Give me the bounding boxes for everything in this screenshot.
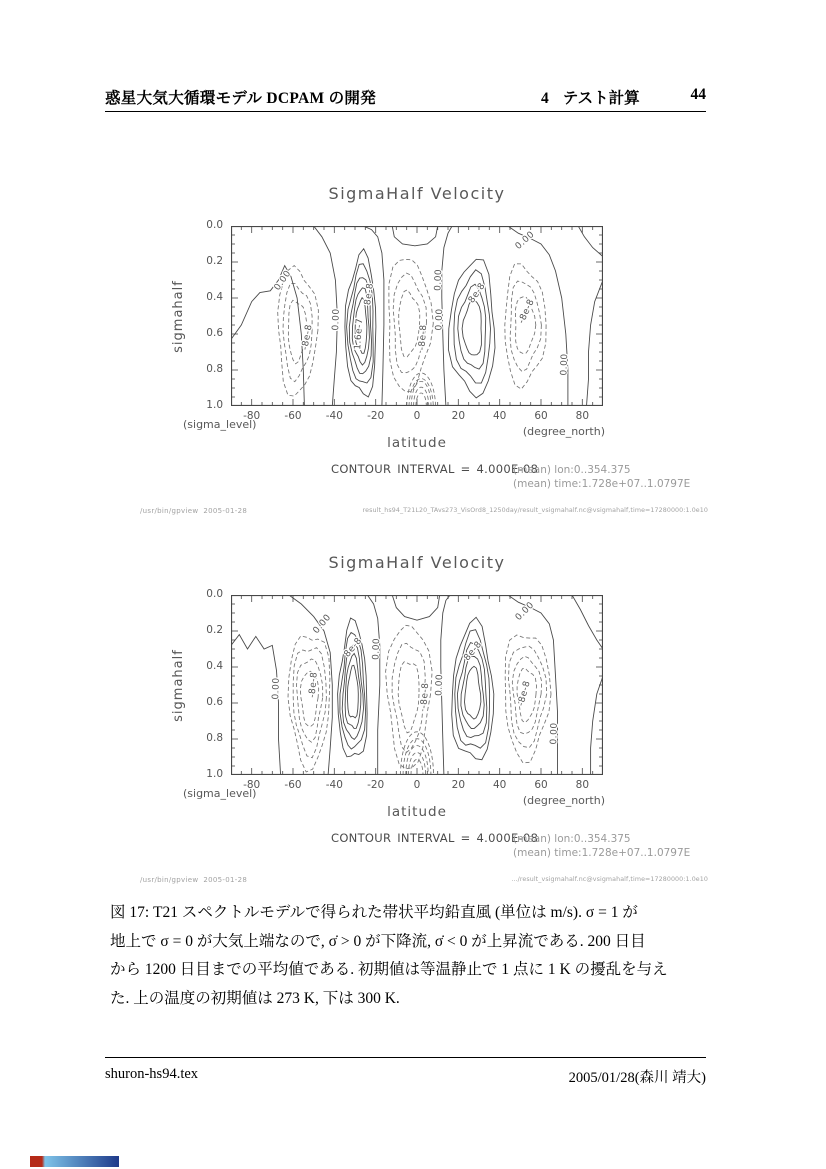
caption-line: た. 上の温度の初期値は 273 K, 下は 300 K. xyxy=(110,989,400,1007)
y-tick-label: 0.0 xyxy=(206,219,223,231)
footer-filename: shuron-hs94.tex xyxy=(105,1066,199,1082)
x-axis-ticks xyxy=(231,410,603,423)
svg-text:8e-8: 8e-8 xyxy=(466,281,488,306)
mean-annotations xyxy=(513,464,826,491)
header-rule xyxy=(105,111,706,112)
svg-text:0.00: 0.00 xyxy=(371,637,383,661)
svg-text:-8e-8: -8e-8 xyxy=(307,671,320,699)
svg-text:0.00: 0.00 xyxy=(434,673,446,697)
data-file-path: result_hs94_T21L20_TAvs273_VisOrd8_1250day/result_vsigmahalf.nc@vsigmahalf,time=17280000:1.0e10 xyxy=(362,507,708,514)
svg-text:1.6e-7: 1.6e-7 xyxy=(353,317,366,351)
svg-text:8e-8: 8e-8 xyxy=(462,639,485,664)
footer-date-author: 2005/01/28(森川 靖大) xyxy=(568,1070,706,1086)
svg-text:0.00: 0.00 xyxy=(272,268,294,293)
plot-command-line xyxy=(140,876,708,884)
header-section-number: 4 xyxy=(541,90,549,107)
x-tick-label: 0 xyxy=(413,779,421,791)
gpview-command: /usr/bin/gpview 2005-01-28 xyxy=(140,507,248,515)
mean-lon: (mean) lon:0..354.375 xyxy=(513,833,631,845)
mean-time: (mean) time:1.728e+07..1.0797E xyxy=(513,477,691,490)
plot-command-line xyxy=(140,507,708,515)
contour-plot xyxy=(231,226,603,406)
y-tick-label: 0.2 xyxy=(206,255,223,267)
gpview-command: /usr/bin/gpview 2005-01-28 xyxy=(140,876,248,884)
x-axis-label: latitude xyxy=(387,435,447,451)
x-tick-label: -40 xyxy=(325,410,343,422)
x-tick-label: 40 xyxy=(492,779,507,791)
y-axis-label: sigmahalf xyxy=(170,279,186,353)
contour-lines xyxy=(231,226,603,406)
x-tick-label: 60 xyxy=(534,779,548,791)
chart-title: SigmaHalf Velocity xyxy=(328,184,506,203)
axis-unit-right: (degree_north) xyxy=(522,425,605,438)
svg-text:0.00: 0.00 xyxy=(559,353,571,376)
svg-text:-8e-8: -8e-8 xyxy=(417,324,430,351)
mean-time: (mean) time:1.728e+07..1.0797E xyxy=(513,846,691,859)
svg-text:0.00: 0.00 xyxy=(513,229,537,252)
svg-text:-8e-8: -8e-8 xyxy=(516,297,537,326)
svg-text:0.00: 0.00 xyxy=(434,308,446,331)
y-tick-label: 0.8 xyxy=(206,732,223,744)
x-tick-label: 80 xyxy=(575,779,590,791)
contour-interval-label: CONTOUR INTERVAL = 4.000E-08 xyxy=(331,831,539,845)
contour-plot xyxy=(231,595,603,775)
header-title: 惑星大気大循環モデル DCPAM の開発 xyxy=(105,90,377,107)
plot-frame xyxy=(232,596,603,775)
caption-line: から 1200 日目までの平均値である. 初期値は等温静止で 1 点に 1 K の擾乱を与え xyxy=(110,961,668,978)
y-tick-label: 0.6 xyxy=(206,327,223,339)
mean-lon: (mean) lon:0..354.375 xyxy=(513,464,631,476)
y-axis-label: sigmahalf xyxy=(170,648,186,722)
svg-text:0.00: 0.00 xyxy=(271,677,282,700)
x-tick-label: 20 xyxy=(451,779,466,791)
svg-text:0.00: 0.00 xyxy=(311,612,334,636)
header-section-title: テスト計算 xyxy=(562,90,640,107)
caption-line: 図 17: T21 スペクトルモデルで得られた帯状平均鉛直風 (単位は m/s). σ = 1 が xyxy=(110,904,638,921)
svg-text:-8e-8: -8e-8 xyxy=(419,682,432,709)
y-tick-label: 0.2 xyxy=(206,624,223,636)
y-tick-label: 0.8 xyxy=(206,363,223,375)
x-tick-label: -80 xyxy=(243,410,261,422)
svg-text:0.00: 0.00 xyxy=(433,268,445,292)
axis-unit-left: (sigma_level) xyxy=(183,787,257,800)
x-tick-label: -60 xyxy=(284,410,302,422)
x-tick-label: 40 xyxy=(492,410,507,422)
y-axis-ticks xyxy=(188,588,228,780)
y-tick-label: 0.0 xyxy=(206,588,223,600)
x-tick-label: 80 xyxy=(575,410,590,422)
x-axis-label: latitude xyxy=(387,804,447,820)
color-gradient-bar xyxy=(30,1156,119,1167)
y-tick-label: 0.4 xyxy=(206,291,223,303)
svg-text:0.00: 0.00 xyxy=(549,722,560,745)
x-tick-label: 0 xyxy=(413,410,421,422)
footer-rule xyxy=(105,1057,706,1058)
svg-text:-8e-8: -8e-8 xyxy=(516,679,533,708)
axis-unit-right: (degree_north) xyxy=(522,794,605,807)
plot-frame xyxy=(232,227,603,406)
page-number: 44 xyxy=(690,86,706,103)
figure-bottom-panel xyxy=(0,549,826,894)
figure-top-panel xyxy=(0,180,826,525)
y-axis-ticks xyxy=(188,219,228,411)
chart-title: SigmaHalf Velocity xyxy=(328,553,506,572)
x-axis-ticks xyxy=(231,779,603,792)
figure-caption xyxy=(110,899,718,1013)
header-section xyxy=(541,86,640,108)
svg-text:8e-8: 8e-8 xyxy=(342,635,365,660)
x-tick-label: -40 xyxy=(325,779,343,791)
svg-text:0.00: 0.00 xyxy=(513,600,537,623)
x-tick-label: 60 xyxy=(534,410,548,422)
x-tick-label: -20 xyxy=(367,410,385,422)
x-tick-label: 20 xyxy=(451,410,466,422)
axis-unit-left: (sigma_level) xyxy=(183,418,257,431)
contour-interval-label: CONTOUR INTERVAL = 4.000E-08 xyxy=(331,462,539,476)
svg-text:0.00: 0.00 xyxy=(331,308,342,331)
mean-annotations xyxy=(513,833,826,860)
svg-text:-8e-8: -8e-8 xyxy=(300,323,315,351)
x-tick-label: -80 xyxy=(243,779,261,791)
y-tick-label: 0.4 xyxy=(206,660,223,672)
y-tick-label: 0.6 xyxy=(206,696,223,708)
y-tick-label: 1.0 xyxy=(206,399,223,411)
y-tick-label: 1.0 xyxy=(206,768,223,780)
x-tick-label: -60 xyxy=(284,779,302,791)
caption-line: 地上で σ = 0 が大気上端なので, σ̇ > 0 が下降流, σ̇ < 0 が上昇流である. 200 日目 xyxy=(110,932,646,950)
contour-labels xyxy=(273,230,571,376)
x-tick-label: -20 xyxy=(367,779,385,791)
data-file-path: .../result_vsigmahalf.nc@vsigmahalf,time=17280000:1.0e10 xyxy=(511,876,708,883)
svg-text:8e-8: 8e-8 xyxy=(363,282,377,306)
contour-lines xyxy=(231,595,603,775)
